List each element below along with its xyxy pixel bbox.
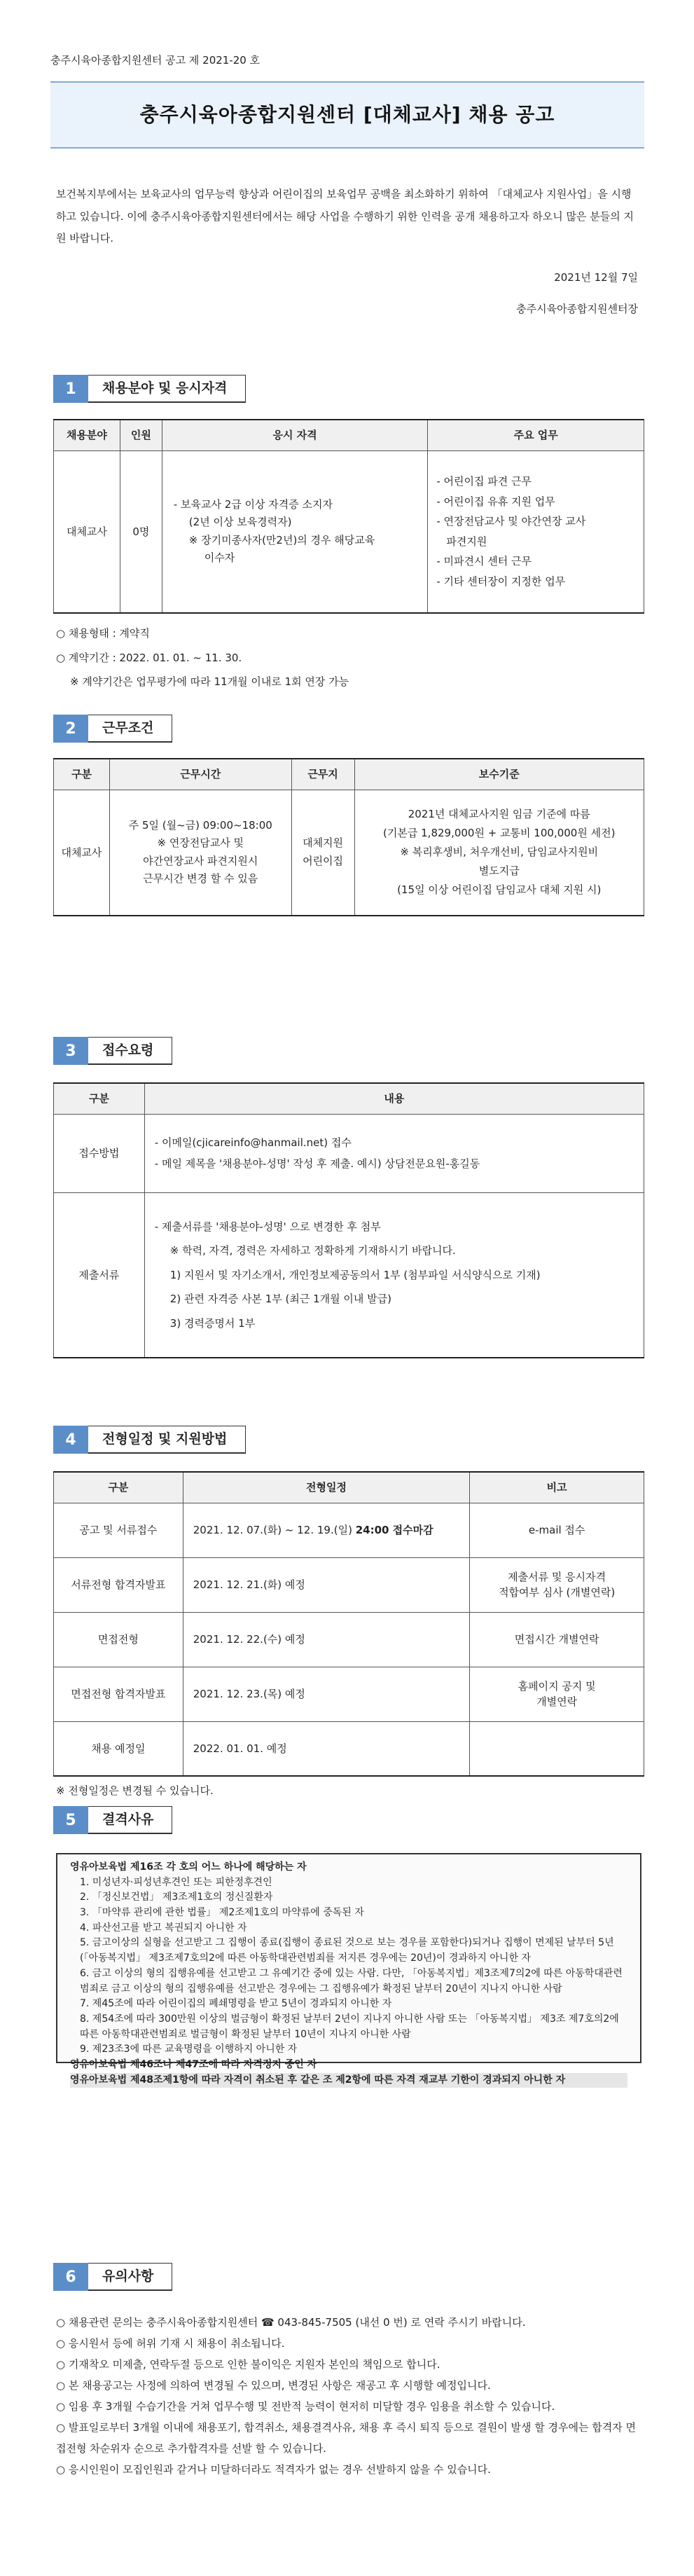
- column-header: 비고: [470, 1472, 644, 1503]
- method-line: - 이메일(cjicareinfo@hanmail.net) 접수: [154, 1136, 352, 1149]
- reason-item: 7. 제45조에 따라 어린이집의 폐쇄명령을 받고 5년이 경과되지 아니한 자: [80, 1998, 392, 2010]
- column-header: 보수기준: [354, 759, 644, 790]
- section-title: 근무조건: [88, 715, 172, 743]
- work-time-cell: [109, 790, 291, 916]
- section-title: 채용분야 및 응시자격: [88, 375, 246, 403]
- pay-line: (기본급 1,829,000원 + 교통비 100,000원 세전): [383, 827, 616, 840]
- application-table: [53, 1082, 644, 1358]
- work-time-line: ※ 연장전담교사 및: [157, 836, 244, 850]
- schedule-date: [183, 1503, 470, 1557]
- schedule-note: 면접시간 개별연락: [470, 1612, 644, 1667]
- qualification-cell: [162, 450, 428, 613]
- section-header-5: [53, 1806, 172, 1834]
- section-title: 결격사유: [88, 1806, 172, 1834]
- section-number: 1: [53, 375, 88, 403]
- column-header: 인원: [120, 420, 162, 450]
- caution-item: ○ 응시인원이 모집인원과 같거나 미달하더라도 적격자가 없는 경우 선발하지 않을 수 있습니다.: [56, 2463, 491, 2476]
- section-number: 5: [53, 1806, 88, 1834]
- reason-item: 4. 파산선고를 받고 복권되지 아니한 자: [80, 1922, 247, 1934]
- reasons-head: 영유아보육법 제16조 각 호의 어느 하나에 해당하는 자: [70, 1861, 307, 1873]
- count-cell: 0명: [120, 450, 162, 613]
- schedule-date: 2021. 12. 22.(수) 예정: [183, 1612, 470, 1667]
- reason-item: 8. 제54조에 따라 300만원 이상의 벌금형이 확정된 날부터 2년이 지나지 아니한 사람 또는 「아동복지법」 제3조 제7호의2에 따른 아동학대관련범죄로 벌금형이 확정된 날부터 10년이 지나지 아니한 사람: [80, 2013, 619, 2040]
- method-line: - 메일 제목을 '채용분야-성명' 작성 후 제출. 예시) 상담전문요원-홍길동: [154, 1157, 480, 1170]
- work-place-line: 대체지원: [303, 836, 344, 850]
- reason-item: 2. 「정신보건법」 제3조제1호의 정신질환자: [80, 1892, 273, 1903]
- column-header: 내용: [144, 1083, 644, 1114]
- caution-item: ○ 발표일로부터 3개월 이내에 채용포기, 합격취소, 채용결격사유, 채용 후 즉시 퇴직 등으로 결원이 발생 할 경우에는 합격자 면접전형 차순위자 순으로 추가합격자를 선발 할 수 있습니다.: [56, 2421, 637, 2455]
- notice-date: 2021년 12월 7일: [554, 271, 638, 284]
- schedule-note: [470, 1721, 644, 1776]
- caution-item: ○ 기재착오 미제출, 연락두절 등으로 인한 불이익은 지원자 본인의 책임으로 합니다.: [56, 2358, 440, 2371]
- column-header: 응시 자격: [162, 420, 428, 450]
- column-header: 전형일정: [183, 1472, 470, 1503]
- page-title: 충주시육아종합지원센터 [대체교사] 채용 공고: [139, 103, 555, 126]
- section-title: 유의사항: [88, 2263, 172, 2291]
- documents-line: - 제출서류를 '채용분야-성명' 으로 변경한 후 첨부: [154, 1220, 381, 1233]
- section-title: 전형일정 및 지원방법: [88, 1426, 246, 1454]
- column-header: 주요 업무: [428, 420, 644, 450]
- contract-note: ※ 계약기간은 업무평가에 따라 11개월 이내로 1회 연장 가능: [70, 675, 349, 688]
- work-place-cell: [291, 790, 354, 916]
- section-header-6: [53, 2263, 172, 2291]
- deadline-text: 24:00 접수마감: [355, 1523, 433, 1536]
- pay-line: ※ 복리후생비, 처우개선비, 담임교사지원비: [400, 846, 599, 859]
- pay-line: (15일 이상 어린이집 담임교사 대체 지원 시): [397, 883, 602, 897]
- schedule-label: 채용 예정일: [54, 1721, 183, 1776]
- qualification-table: [53, 419, 644, 614]
- caution-item: ○ 응시원서 등에 허위 기재 시 채용이 취소됩니다.: [56, 2337, 285, 2350]
- column-header: 구분: [54, 1472, 183, 1503]
- section-header-3: [53, 1037, 172, 1065]
- reason-item: 6. 금고 이상의 형의 집행유예를 선고받고 그 유예기간 중에 있는 사람. 다만, 「아동복지법」제3조제7의2에 따른 아동학대관련범죄로 금고 이상의 형의 집행유예를 선고받은 경우에는 그 집행유예가 확정된 날부터 20년이 지나지 아니한 사람: [80, 1967, 623, 1995]
- schedule-label: 서류전형 합격자발표: [54, 1557, 183, 1612]
- section-number: 4: [53, 1426, 88, 1454]
- documents-label: 제출서류: [54, 1192, 145, 1358]
- qualification-line: (2년 이상 보육경력자): [188, 516, 292, 529]
- kind-cell: 대체교사: [54, 790, 110, 916]
- schedule-label: 면접전형: [54, 1612, 183, 1667]
- documents-line: 2) 관련 자격증 사본 1부 (최근 1개월 이내 발급): [169, 1293, 391, 1305]
- schedule-note: 홈페이지 공지 및 개별연락: [470, 1667, 644, 1721]
- section-header-2: [53, 715, 172, 743]
- documents-line: 3) 경력증명서 1부: [169, 1316, 256, 1330]
- disqualification-box: [56, 1853, 641, 2086]
- schedule-date-text: 2021. 12. 07.(화) ~ 12. 19.(일): [193, 1523, 356, 1536]
- section-number: 2: [53, 715, 88, 743]
- work-time-line: 주 5일 (월~금) 09:00~18:00: [128, 818, 272, 832]
- notice-number: 충주시육아종합지원센터 공고 제 2021-20 호: [50, 54, 261, 67]
- schedule-note: e-mail 접수: [470, 1503, 644, 1557]
- reason-item: 5. 금고이상의 실형을 선고받고 그 집행이 종료(집행이 종료된 것으로 보는 경우를 포함한다)되거나 집행이 면제된 날부터 5년(「아동복지법」 제3조제7호의2에 따른 아동학대관련범죄를 저지른 경우에는 20년)이 경과하지 아니한 자: [80, 1937, 614, 1964]
- qualification-line: ※ 장기미종사자(만2년)의 경우 해당교육: [188, 533, 375, 546]
- schedule-date: 2022. 01. 01. 예정: [183, 1721, 470, 1776]
- issuing-organization: 충주시육아종합지원센터장: [516, 303, 638, 315]
- documents-line: ※ 학력, 자격, 경력은 자세하고 정확하게 기재하시기 바랍니다.: [169, 1244, 456, 1257]
- section-title: 접수요령: [88, 1037, 172, 1065]
- documents-line: 1) 지원서 및 자기소개서, 개인정보제공동의서 1부 (첨부파일 서식양식으로 기재): [169, 1268, 541, 1281]
- pay-cell: [354, 790, 644, 916]
- schedule-note: 제출서류 및 응시자격 적합여부 심사 (개별연락): [470, 1557, 644, 1612]
- reasons-tail: 영유아보육법 제46조나 제47조에 따라 자격정지 중인 자: [70, 2058, 317, 2070]
- contract-period: ○ 계약기간 : 2022. 01. 01. ~ 11. 30.: [56, 652, 242, 664]
- work-conditions-table: [53, 758, 644, 916]
- work-time-line: 근무시간 변경 할 수 있음: [143, 872, 258, 886]
- schedule-label: 공고 및 서류접수: [54, 1503, 183, 1557]
- work-time-line: 야간연장교사 파견지원시: [143, 854, 258, 867]
- schedule-date: 2021. 12. 23.(목) 예정: [183, 1667, 470, 1721]
- section-header-4: [53, 1426, 246, 1454]
- intro-paragraph: 보건복지부에서는 보육교사의 업무능력 향상과 어린이집의 보육업무 공백을 최소화하기 위하여 「대체교사 지원사업」을 시행하고 있습니다. 이에 충주시육아종합지원센터에서는 해당 사업을 수행하기 위한 인력을 공개 채용하고자 하오니 많은 분들의 지원 바랍니다.: [56, 188, 634, 244]
- duty-item: - 어린이집 유휴 지원 업무: [436, 495, 555, 508]
- schedule-label: 면접전형 합격자발표: [54, 1667, 183, 1721]
- duty-item: 파견지원: [446, 535, 487, 548]
- section-header-1: [53, 375, 246, 403]
- duty-item: - 연장전담교사 및 야간연장 교사: [436, 515, 586, 528]
- reason-item: 1. 미성년자·피성년후견인 또는 피한정후견인: [80, 1876, 272, 1888]
- pay-line: 별도지급: [478, 865, 520, 878]
- employment-type: ○ 채용형태 : 계약직: [56, 627, 150, 640]
- schedule-footnote: ※ 전형일정은 변경될 수 있습니다.: [56, 1784, 214, 1797]
- column-header: 채용분야: [54, 420, 120, 450]
- schedule-date: 2021. 12. 21.(화) 예정: [183, 1557, 470, 1612]
- qualification-line: 이수자: [204, 551, 235, 565]
- section-number: 3: [53, 1037, 88, 1065]
- caution-item: ○ 본 채용공고는 사정에 의하여 변경될 수 있으며, 변경된 사항은 재공고 후 시행할 예정입니다.: [56, 2379, 491, 2392]
- pay-line: 2021년 대체교사지원 임금 기준에 따름: [408, 808, 590, 821]
- field-cell: 대체교사: [54, 450, 120, 613]
- caution-item: ○ 임용 후 3개월 수습기간을 거쳐 업무수행 및 전반적 능력이 현저히 미달할 경우 임용을 취소할 수 있습니다.: [56, 2400, 555, 2413]
- qualification-line: - 보육교사 2급 이상 자격증 소지자: [173, 497, 333, 511]
- title-banner: [50, 81, 644, 149]
- duty-item: - 미파견시 센터 근무: [436, 555, 532, 568]
- duty-item: - 어린이집 파견 근무: [436, 475, 532, 488]
- schedule-table: [53, 1471, 644, 1777]
- work-place-line: 어린이집: [303, 854, 344, 867]
- method-cell: [144, 1114, 644, 1192]
- column-header: 근무시간: [109, 759, 291, 790]
- caution-item: ○ 채용관련 문의는 충주시육아종합지원센터 ☎ 043-845-7505 (내선 0 번) 로 연락 주시기 바랍니다.: [56, 2316, 526, 2329]
- caution-list: [56, 2312, 644, 2480]
- method-label: 접수방법: [54, 1114, 145, 1192]
- column-header: 근무지: [291, 759, 354, 790]
- reason-item: 9. 제23조3에 따른 교육명령을 이행하지 아니한 자: [80, 2044, 298, 2055]
- duty-item: - 기타 센터장이 지정한 업무: [436, 574, 566, 588]
- reasons-tail: 영유아보육법 제48조제1항에 따라 자격이 취소된 후 같은 조 제2항에 따른 자격 재교부 기한이 경과되지 아니한 자: [70, 2073, 627, 2088]
- duties-cell: [428, 450, 644, 613]
- reason-item: 3. 「마약류 관리에 관한 법률」 제2조제1호의 마약류에 중독된 자: [80, 1907, 364, 1919]
- column-header: 구분: [54, 759, 110, 790]
- documents-cell: [144, 1192, 644, 1358]
- column-header: 구분: [54, 1083, 145, 1114]
- section-number: 6: [53, 2263, 88, 2291]
